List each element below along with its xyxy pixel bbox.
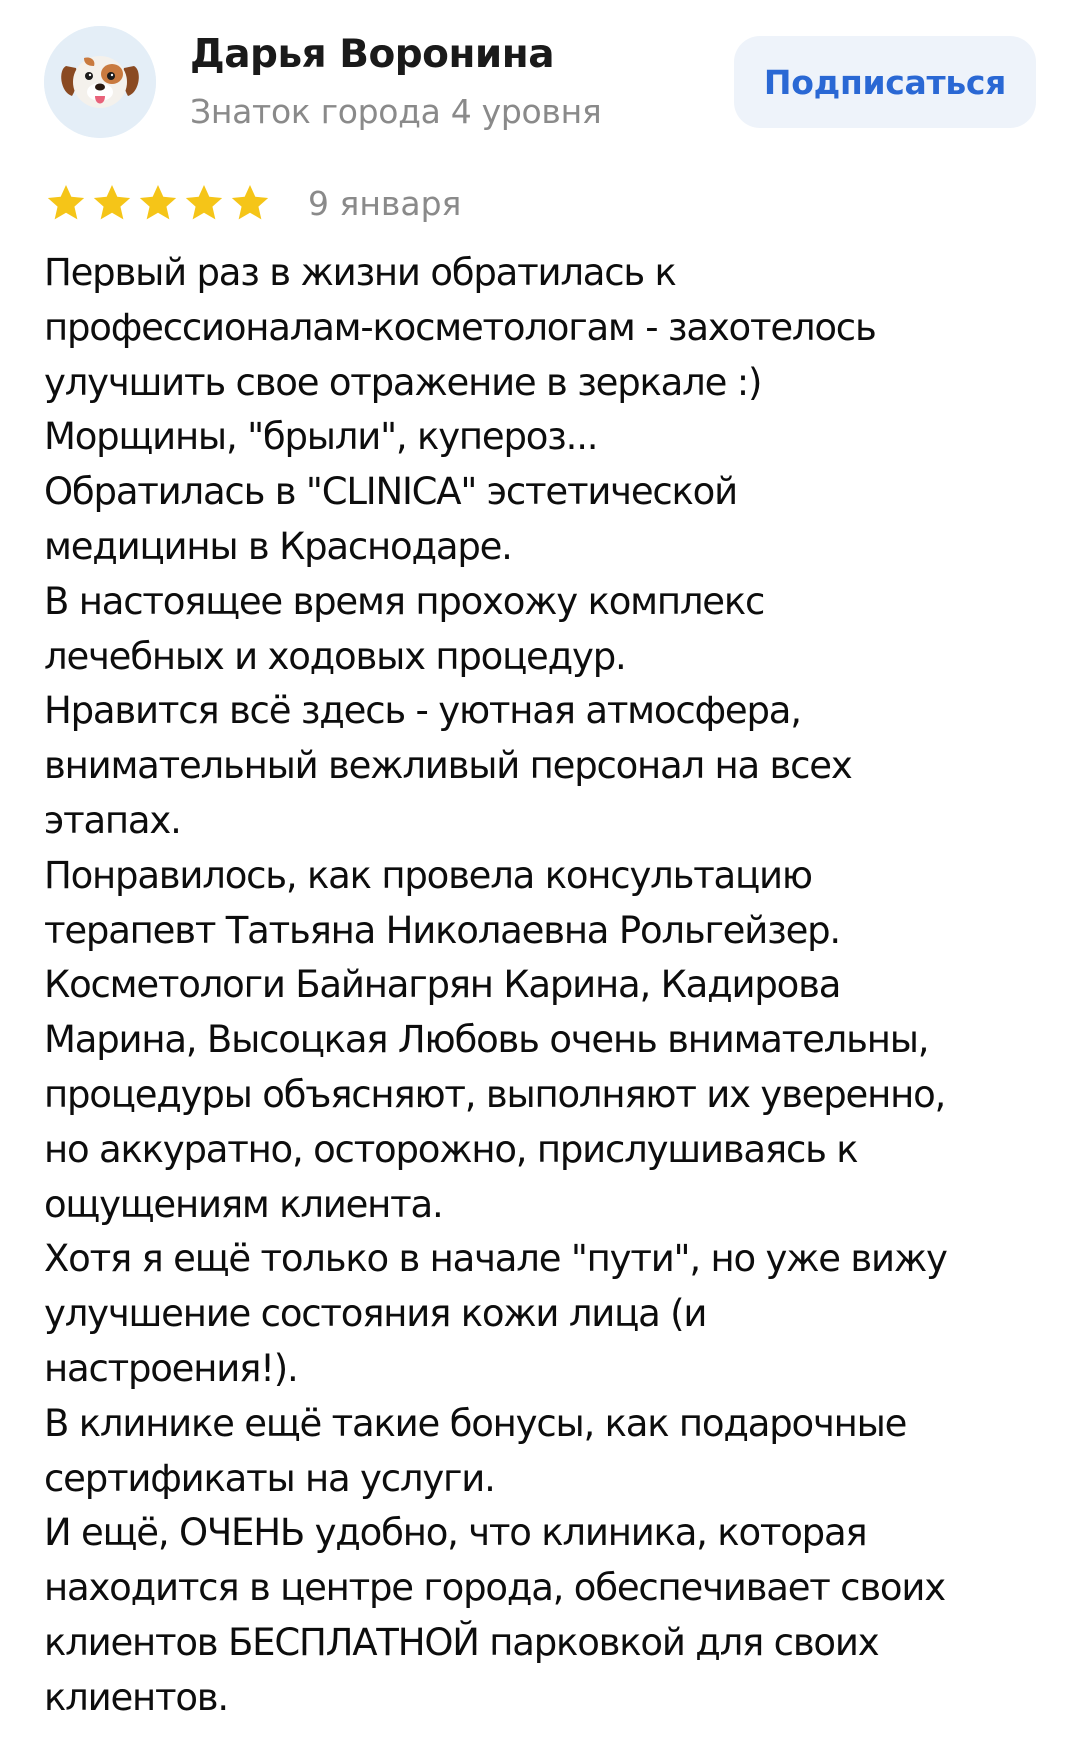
review-header — [44, 26, 1036, 146]
rating-row — [44, 178, 461, 228]
review-line: В настоящее время прохожу комплекс — [44, 579, 765, 623]
star-icon — [228, 181, 272, 225]
review-date: 9 января — [308, 183, 462, 223]
star-rating — [44, 181, 272, 225]
review-line: сертификаты на услуги. — [44, 1456, 495, 1500]
review-line: улучшить свое отражение в зеркале :) — [44, 360, 762, 404]
author-name[interactable]: Дарья Воронина — [190, 32, 555, 77]
review-line: этапах. — [44, 798, 181, 842]
star-icon — [90, 181, 134, 225]
review-line: Марина, Высоцкая Любовь очень внимательны, — [44, 1018, 929, 1062]
review-line: Обратилась в "CLINICA" эстетической — [44, 470, 737, 514]
review-line: Косметологи Байнагрян Карина, Кадирова — [44, 963, 841, 1007]
review-line: Хотя я ещё только в начале "пути", но уже вижу — [44, 1237, 947, 1281]
review-line: находится в центре города, обеспечивает своих — [44, 1566, 945, 1610]
review-line: И ещё, ОЧЕНЬ удобно, что клиника, которая — [44, 1511, 867, 1555]
review-line: медицины в Краснодаре. — [44, 524, 512, 568]
review-line: профессионалам-косметологам - захотелось — [44, 305, 876, 349]
author-level: Знаток города 4 уровня — [190, 92, 602, 131]
review-line: процедуры объясняют, выполняют их уверенно, — [44, 1072, 946, 1116]
review-text — [44, 246, 1044, 1726]
subscribe-button[interactable]: Подписаться — [734, 36, 1036, 128]
review-line: терапевт Татьяна Николаевна Рольгейзер. — [44, 908, 840, 952]
review-line: клиентов. — [44, 1675, 228, 1719]
review-line: Морщины, "брыли", купероз... — [44, 415, 598, 459]
review-line: улучшение состояния кожи лица (и — [44, 1292, 707, 1336]
star-icon — [136, 181, 180, 225]
review-line: Нравится всё здесь - уютная атмосфера, — [44, 689, 801, 733]
review-line: Понравилось, как провела консультацию — [44, 853, 812, 897]
puppy-face-icon — [44, 26, 156, 138]
review-line: клиентов БЕСПЛАТНОЙ парковкой для своих — [44, 1620, 879, 1664]
star-icon — [44, 181, 88, 225]
review-line: Первый раз в жизни обратилась к — [44, 251, 676, 294]
review-line: ощущениям клиента. — [44, 1182, 443, 1226]
review-line: настроения!). — [44, 1346, 298, 1390]
avatar[interactable] — [44, 26, 156, 138]
review-line: лечебных и ходовых процедур. — [44, 634, 626, 678]
review-line: внимательный вежливый персонал на всех — [44, 744, 852, 788]
star-icon — [182, 181, 226, 225]
review-line: В клинике ещё такие бонусы, как подарочные — [44, 1401, 907, 1445]
review-line: но аккуратно, осторожно, прислушиваясь к — [44, 1127, 858, 1171]
